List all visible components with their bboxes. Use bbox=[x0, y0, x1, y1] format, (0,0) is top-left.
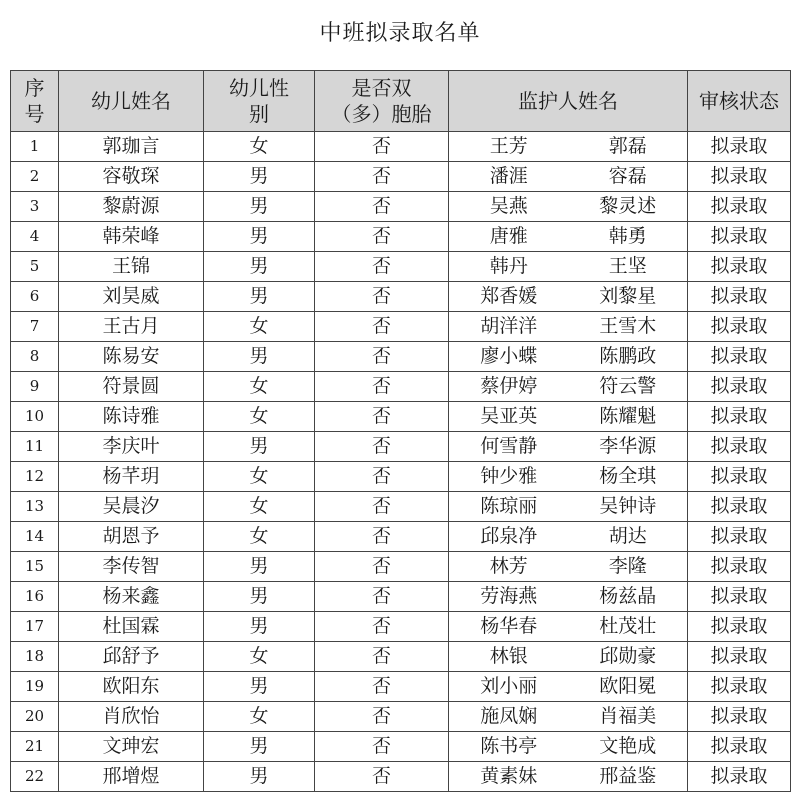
gender-cell: 男 bbox=[204, 582, 315, 612]
status-cell: 拟录取 bbox=[688, 762, 791, 792]
guardian-1-cell: 陈琼丽 bbox=[449, 492, 569, 522]
guardian-1-cell: 林银 bbox=[449, 642, 569, 672]
child-name-cell: 容敬琛 bbox=[59, 162, 204, 192]
gender-cell: 女 bbox=[204, 522, 315, 552]
child-name-cell: 邱舒予 bbox=[59, 642, 204, 672]
child-name-cell: 陈易安 bbox=[59, 342, 204, 372]
gender-cell: 女 bbox=[204, 462, 315, 492]
gender-cell: 男 bbox=[204, 192, 315, 222]
status-cell: 拟录取 bbox=[688, 312, 791, 342]
table-row bbox=[11, 672, 791, 702]
twins-cell: 否 bbox=[315, 642, 449, 672]
guardian-1-cell: 施凤娴 bbox=[449, 702, 569, 732]
table-row bbox=[11, 162, 791, 192]
table-row bbox=[11, 222, 791, 252]
status-cell: 拟录取 bbox=[688, 252, 791, 282]
twins-cell: 否 bbox=[315, 402, 449, 432]
row-number: 15 bbox=[11, 552, 59, 582]
guardian-2-cell: 符云警 bbox=[569, 372, 688, 402]
gender-cell: 男 bbox=[204, 732, 315, 762]
row-number: 6 bbox=[11, 282, 59, 312]
guardian-2-cell: 李隆 bbox=[569, 552, 688, 582]
guardian-2-cell: 李华源 bbox=[569, 432, 688, 462]
twins-cell: 否 bbox=[315, 222, 449, 252]
twins-cell: 否 bbox=[315, 672, 449, 702]
header-guardian: 监护人姓名 bbox=[449, 71, 688, 132]
twins-cell: 否 bbox=[315, 732, 449, 762]
guardian-1-cell: 陈书亭 bbox=[449, 732, 569, 762]
twins-cell: 否 bbox=[315, 252, 449, 282]
row-number: 20 bbox=[11, 702, 59, 732]
table-row bbox=[11, 342, 791, 372]
twins-cell: 否 bbox=[315, 552, 449, 582]
guardian-2-cell: 吴钟诗 bbox=[569, 492, 688, 522]
guardian-1-cell: 胡洋洋 bbox=[449, 312, 569, 342]
row-number: 8 bbox=[11, 342, 59, 372]
twins-cell: 否 bbox=[315, 432, 449, 462]
twins-cell: 否 bbox=[315, 462, 449, 492]
table-row bbox=[11, 612, 791, 642]
guardian-2-cell: 陈耀魁 bbox=[569, 402, 688, 432]
row-number: 7 bbox=[11, 312, 59, 342]
row-number: 10 bbox=[11, 402, 59, 432]
status-cell: 拟录取 bbox=[688, 552, 791, 582]
guardian-1-cell: 唐雅 bbox=[449, 222, 569, 252]
table-row bbox=[11, 252, 791, 282]
row-number: 9 bbox=[11, 372, 59, 402]
child-name-cell: 吴晨汐 bbox=[59, 492, 204, 522]
guardian-1-cell: 劳海燕 bbox=[449, 582, 569, 612]
row-number: 3 bbox=[11, 192, 59, 222]
table-row bbox=[11, 702, 791, 732]
gender-cell: 男 bbox=[204, 612, 315, 642]
gender-cell: 女 bbox=[204, 132, 315, 162]
guardian-2-cell: 王坚 bbox=[569, 252, 688, 282]
table-row bbox=[11, 312, 791, 342]
child-name-cell: 邢增煜 bbox=[59, 762, 204, 792]
gender-cell: 女 bbox=[204, 312, 315, 342]
gender-cell: 男 bbox=[204, 672, 315, 702]
guardian-2-cell: 刘黎星 bbox=[569, 282, 688, 312]
row-number: 14 bbox=[11, 522, 59, 552]
twins-cell: 否 bbox=[315, 372, 449, 402]
gender-cell: 男 bbox=[204, 762, 315, 792]
status-cell: 拟录取 bbox=[688, 582, 791, 612]
row-number: 18 bbox=[11, 642, 59, 672]
table-body bbox=[11, 132, 791, 792]
guardian-1-cell: 韩丹 bbox=[449, 252, 569, 282]
status-cell: 拟录取 bbox=[688, 672, 791, 702]
child-name-cell: 文珅宏 bbox=[59, 732, 204, 762]
guardian-2-cell: 杨全琪 bbox=[569, 462, 688, 492]
child-name-cell: 王锦 bbox=[59, 252, 204, 282]
guardian-2-cell: 胡达 bbox=[569, 522, 688, 552]
gender-cell: 男 bbox=[204, 252, 315, 282]
admission-table bbox=[10, 70, 791, 792]
guardian-1-cell: 刘小丽 bbox=[449, 672, 569, 702]
child-name-cell: 韩荣峰 bbox=[59, 222, 204, 252]
gender-cell: 女 bbox=[204, 702, 315, 732]
status-cell: 拟录取 bbox=[688, 162, 791, 192]
gender-cell: 男 bbox=[204, 342, 315, 372]
header-child-name: 幼儿姓名 bbox=[59, 71, 204, 132]
twins-cell: 否 bbox=[315, 492, 449, 522]
child-name-cell: 肖欣怡 bbox=[59, 702, 204, 732]
table-row bbox=[11, 552, 791, 582]
gender-cell: 女 bbox=[204, 492, 315, 522]
page-title: 中班拟录取名单 bbox=[319, 21, 481, 46]
guardian-2-cell: 王雪木 bbox=[569, 312, 688, 342]
child-name-cell: 杨芊玥 bbox=[59, 462, 204, 492]
row-number: 12 bbox=[11, 462, 59, 492]
table-row bbox=[11, 762, 791, 792]
twins-cell: 否 bbox=[315, 522, 449, 552]
guardian-2-cell: 邢益鉴 bbox=[569, 762, 688, 792]
child-name-cell: 郭珈言 bbox=[59, 132, 204, 162]
row-number: 22 bbox=[11, 762, 59, 792]
twins-cell: 否 bbox=[315, 192, 449, 222]
guardian-2-cell: 黎灵述 bbox=[569, 192, 688, 222]
status-cell: 拟录取 bbox=[688, 522, 791, 552]
status-cell: 拟录取 bbox=[688, 462, 791, 492]
guardian-1-cell: 廖小蝶 bbox=[449, 342, 569, 372]
guardian-1-cell: 吴燕 bbox=[449, 192, 569, 222]
child-name-cell: 胡恩予 bbox=[59, 522, 204, 552]
table-row bbox=[11, 732, 791, 762]
child-name-cell: 杜国霖 bbox=[59, 612, 204, 642]
twins-cell: 否 bbox=[315, 312, 449, 342]
guardian-2-cell: 欧阳冕 bbox=[569, 672, 688, 702]
child-name-cell: 李传智 bbox=[59, 552, 204, 582]
twins-cell: 否 bbox=[315, 162, 449, 192]
guardian-2-cell: 韩勇 bbox=[569, 222, 688, 252]
status-cell: 拟录取 bbox=[688, 132, 791, 162]
guardian-2-cell: 杜茂壮 bbox=[569, 612, 688, 642]
gender-cell: 男 bbox=[204, 432, 315, 462]
guardian-2-cell: 容磊 bbox=[569, 162, 688, 192]
gender-cell: 女 bbox=[204, 372, 315, 402]
guardian-1-cell: 蔡伊婷 bbox=[449, 372, 569, 402]
child-name-cell: 符景圆 bbox=[59, 372, 204, 402]
status-cell: 拟录取 bbox=[688, 192, 791, 222]
guardian-1-cell: 潘涯 bbox=[449, 162, 569, 192]
guardian-1-cell: 钟少雅 bbox=[449, 462, 569, 492]
table-row bbox=[11, 642, 791, 672]
status-cell: 拟录取 bbox=[688, 732, 791, 762]
guardian-1-cell: 何雪静 bbox=[449, 432, 569, 462]
table-row bbox=[11, 402, 791, 432]
guardian-2-cell: 杨兹晶 bbox=[569, 582, 688, 612]
status-cell: 拟录取 bbox=[688, 432, 791, 462]
twins-cell: 否 bbox=[315, 282, 449, 312]
child-name-cell: 陈诗雅 bbox=[59, 402, 204, 432]
twins-cell: 否 bbox=[315, 702, 449, 732]
gender-cell: 男 bbox=[204, 162, 315, 192]
row-number: 19 bbox=[11, 672, 59, 702]
child-name-cell: 刘昊威 bbox=[59, 282, 204, 312]
table-header bbox=[11, 71, 791, 132]
row-number: 17 bbox=[11, 612, 59, 642]
row-number: 21 bbox=[11, 732, 59, 762]
twins-cell: 否 bbox=[315, 612, 449, 642]
guardian-1-cell: 杨华春 bbox=[449, 612, 569, 642]
status-cell: 拟录取 bbox=[688, 702, 791, 732]
row-number: 2 bbox=[11, 162, 59, 192]
guardian-1-cell: 黄素妹 bbox=[449, 762, 569, 792]
child-name-cell: 李庆叶 bbox=[59, 432, 204, 462]
gender-cell: 男 bbox=[204, 552, 315, 582]
guardian-2-cell: 陈鹏政 bbox=[569, 342, 688, 372]
guardian-1-cell: 吴亚英 bbox=[449, 402, 569, 432]
guardian-1-cell: 郑香媛 bbox=[449, 282, 569, 312]
gender-cell: 女 bbox=[204, 642, 315, 672]
status-cell: 拟录取 bbox=[688, 402, 791, 432]
twins-cell: 否 bbox=[315, 132, 449, 162]
status-cell: 拟录取 bbox=[688, 222, 791, 252]
row-number: 4 bbox=[11, 222, 59, 252]
table-row bbox=[11, 582, 791, 612]
status-cell: 拟录取 bbox=[688, 492, 791, 522]
gender-cell: 女 bbox=[204, 402, 315, 432]
guardian-2-cell: 文艳成 bbox=[569, 732, 688, 762]
status-cell: 拟录取 bbox=[688, 282, 791, 312]
row-number: 11 bbox=[11, 432, 59, 462]
header-gender: 幼儿性 别 bbox=[204, 71, 315, 132]
table-row bbox=[11, 282, 791, 312]
guardian-2-cell: 郭磊 bbox=[569, 132, 688, 162]
guardian-2-cell: 邱勋豪 bbox=[569, 642, 688, 672]
table-row bbox=[11, 432, 791, 462]
row-number: 13 bbox=[11, 492, 59, 522]
row-number: 5 bbox=[11, 252, 59, 282]
guardian-1-cell: 王芳 bbox=[449, 132, 569, 162]
gender-cell: 男 bbox=[204, 222, 315, 252]
table-row bbox=[11, 132, 791, 162]
table-row bbox=[11, 492, 791, 522]
twins-cell: 否 bbox=[315, 582, 449, 612]
table-row bbox=[11, 462, 791, 492]
status-cell: 拟录取 bbox=[688, 372, 791, 402]
header-no: 序 号 bbox=[11, 71, 59, 132]
gender-cell: 男 bbox=[204, 282, 315, 312]
status-cell: 拟录取 bbox=[688, 642, 791, 672]
table-row bbox=[11, 522, 791, 552]
row-number: 16 bbox=[11, 582, 59, 612]
header-status: 审核状态 bbox=[688, 71, 791, 132]
guardian-1-cell: 林芳 bbox=[449, 552, 569, 582]
child-name-cell: 欧阳东 bbox=[59, 672, 204, 702]
twins-cell: 否 bbox=[315, 762, 449, 792]
child-name-cell: 黎蔚源 bbox=[59, 192, 204, 222]
guardian-1-cell: 邱泉净 bbox=[449, 522, 569, 552]
guardian-2-cell: 肖福美 bbox=[569, 702, 688, 732]
status-cell: 拟录取 bbox=[688, 342, 791, 372]
child-name-cell: 杨来鑫 bbox=[59, 582, 204, 612]
status-cell: 拟录取 bbox=[688, 612, 791, 642]
table-row bbox=[11, 372, 791, 402]
table-row bbox=[11, 192, 791, 222]
child-name-cell: 王古月 bbox=[59, 312, 204, 342]
twins-cell: 否 bbox=[315, 342, 449, 372]
row-number: 1 bbox=[11, 132, 59, 162]
header-twins: 是否双 （多）胞胎 bbox=[315, 71, 449, 132]
